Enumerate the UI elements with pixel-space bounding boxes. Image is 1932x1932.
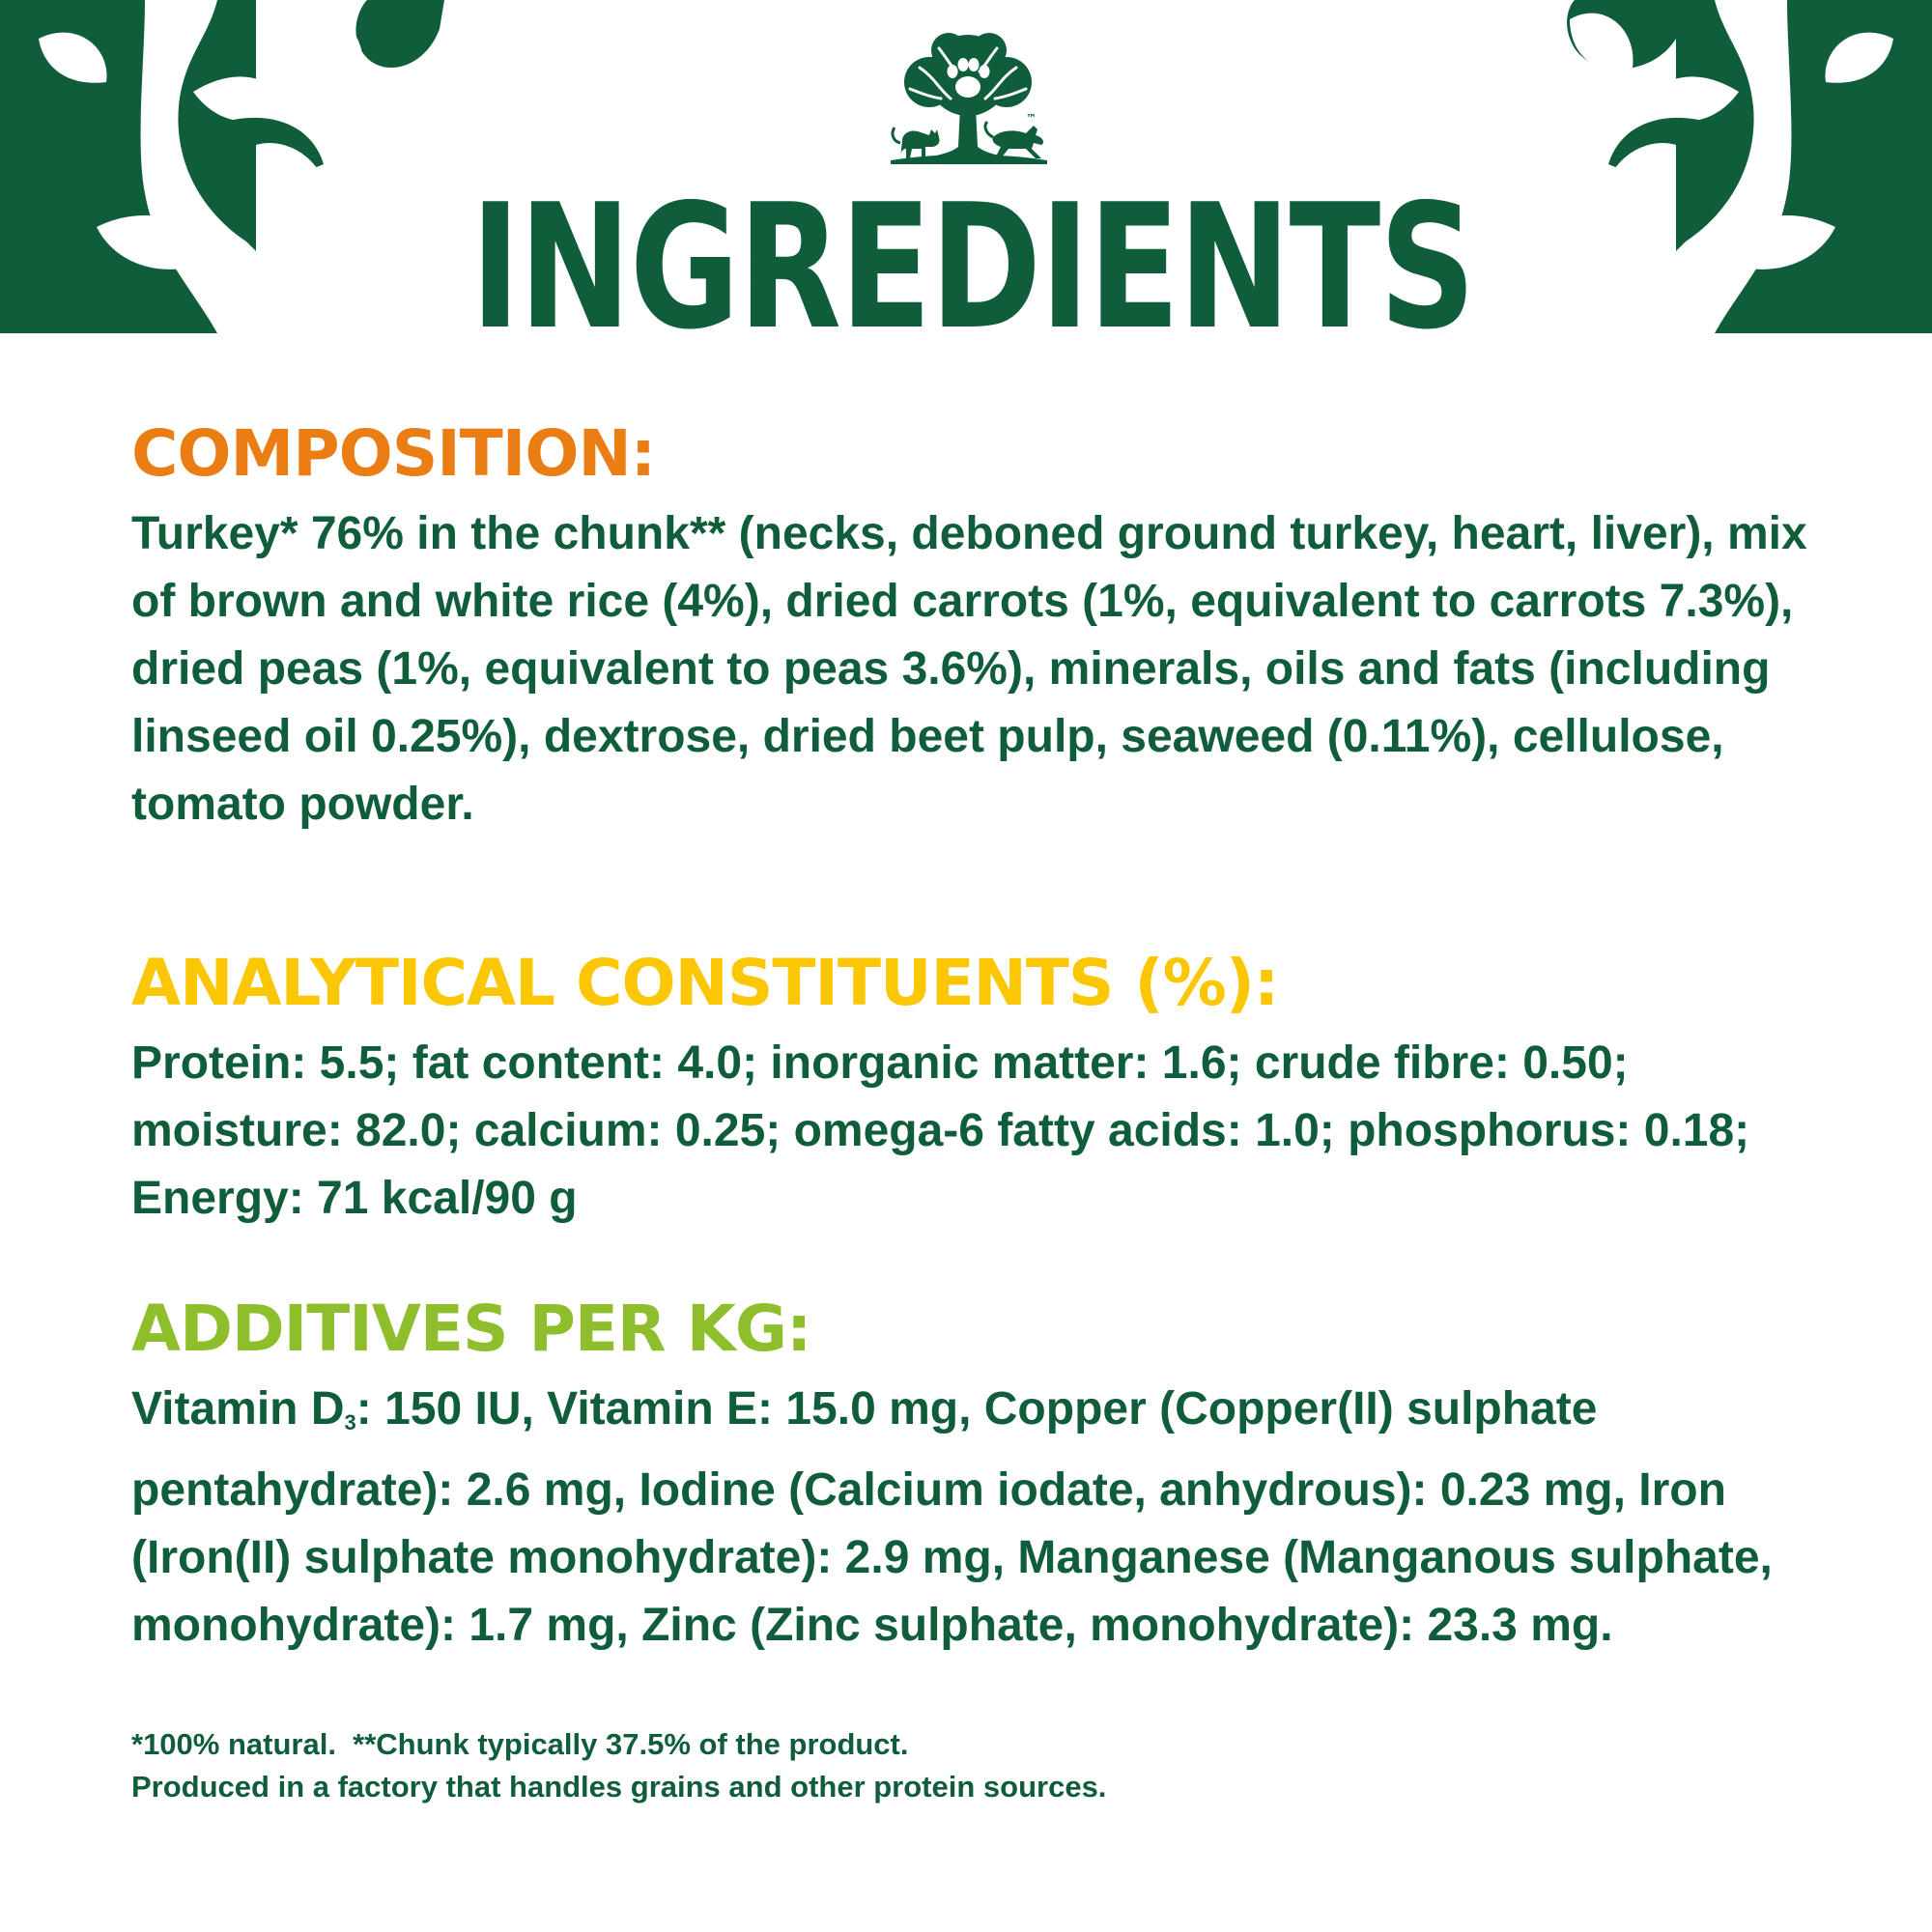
footnote-line-2: Produced in a factory that handles grains and other protein sources. — [131, 1770, 1107, 1804]
additives-text-rest: : 150 IU, Vitamin E: 15.0 mg, Copper (Copper(II) sulphate pentahydrate): 2.6 mg, Iodine (Calcium iodate, anhydrous): 0.23 mg, Iron (Iron(II) sulphate monohydrate): 2.9 mg, Manganese (Manganous sulphate, monohydrate): 1.7 mg, Zinc (Zinc sulphate, monohydrate): 23.3 mg. — [131, 1383, 1773, 1651]
ingredients-content — [131, 415, 1832, 1808]
composition-heading: COMPOSITION: — [131, 416, 656, 491]
page-title: INGREDIENTS — [470, 167, 1475, 367]
composition-text: Turkey* 76% in the chunk** (necks, deboned ground turkey, heart, liver), mix of brown and white rice (4%), dried carrots (1%, equivalent to carrots 7.3%), dried peas (1%, equivalent to peas 3.6%), minerals, oils and fats (including linseed oil 0.25%), dextrose, dried beet pulp, seaweed (0.11%), cellulose, tomato powder. — [131, 508, 1807, 830]
analytical-constituents-heading: ANALYTICAL CONSTITUENTS (%): — [131, 946, 1279, 1020]
tree-paw-cat-dog-logo-icon — [881, 29, 1055, 174]
additives-heading: ADDITIVES PER KG: — [131, 1292, 811, 1366]
additives-section — [131, 1291, 1832, 1660]
vitamin-d-subscript: 3 — [344, 1410, 356, 1435]
header-band — [0, 0, 1932, 367]
additives-text-prefix: Vitamin D — [131, 1383, 345, 1435]
composition-section — [131, 415, 1832, 838]
analytical-constituents-section — [131, 945, 1832, 1233]
additives-text — [131, 1376, 1832, 1660]
analytical-constituents-text: Protein: 5.5; fat content: 4.0; inorganic matter: 1.6; crude fibre: 0.50; moisture: 82.0; calcium: 0.25; omega-6 fatty acids: 1.0; phosphorus: 0.18; Energy: 71 kcal/90 g — [131, 1037, 1750, 1224]
trademark-mark: ™ — [1026, 112, 1037, 125]
footnote-line-1: *100% natural. **Chunk typically 37.5% of the product. — [131, 1727, 909, 1761]
footnotes — [131, 1723, 1832, 1808]
